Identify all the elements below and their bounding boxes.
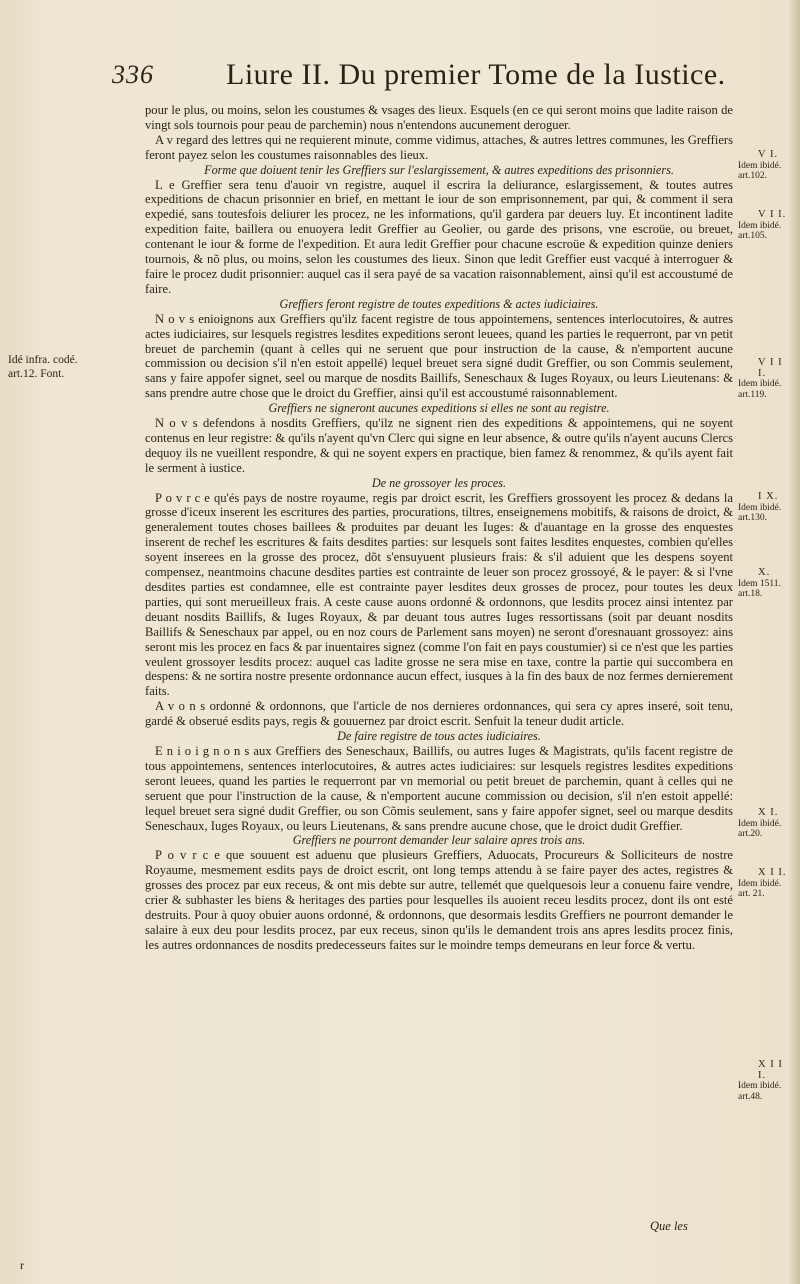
paragraph: E n i o i g n o n s aux Greffiers des Seneschaux, Baillifs, ou autres Iuges & Magistrats, qu'ils facent registre de tous appointemens, sentences interlocutoires, & autres actes iudiciaires: sur lesquels registres lesdites expeditions seront leuees, quand les parties le requerront par vn memorial ou petit breuet de parchemin, quant à celles qui ne seruent que pour l'instruction de la cause, & n'emportent aucune commission ou decision, s'il n'en estoit appellé: lequel breuet sera signé dudit Greffier, ou son Cõmis seulement, sans y faire appofer signet, seel ou marque desdits Seneschaux, Iuges Royaux, ou leurs Lieutenans, & sans prendre aucune chose, que le droict dudit Greffier. xyxy=(145,743,733,833)
section-heading: Forme que doiuent tenir les Greffiers sur l'eslargissement, & autres expeditions des prisonniers. xyxy=(204,162,674,177)
stray-mark: r xyxy=(20,1258,24,1272)
article-number: X. xyxy=(758,567,771,578)
margin-note-x xyxy=(738,568,788,600)
paragraph: P o v r c e qu'és pays de nostre royaume, regis par droict escrit, les Greffiers grossoyent les procez & dedans la grosse d'iceux inserent les escritures des parties, procurations, tiltres, enseignemens mobitifs, & raisons de droict, & generalement toutes choses baillees & produites par deuant les Iuges: & d'auantage en la grosse des enquestes inserent de rechef les escritures & faits desdites parties: sur lesquels sont faites lesdites enquestes, combien qu'elles soyent inserees en la grosse des procez, dõt s'ensuyuent plusieurs frais: & s'il aduient que les despens soyent compensez, neantmoins chacune desdites parties est contrainte de leuer son procez grossoyé, & le payer: & si l'vne desdites parties est condamnee, elle est contrainte payer lesdites deux grosses de procez, pour toutes les deux parties, qui sont merueilleux frais. A ceste cause auons ordonné & ordonnons, que lesdits procez ainsi intentez par deuant nosdits Baillifs, & Iuges Royaux, & par deuant tous autres Iuges ressortissans (soit par deuant nosdits Baillifs & Seneschaux par appel, ou en noz cours de Parlement sans moyen) ne seront d'oresnauant grossoyez: ains seront mis les procez en facs & par inuentaires signez (comme l'on fait en pays coustumier) si ce n'est que les parties veulent grossoyer lesdits procez: auquel cas ladite grosse ne sera mise en taxe, contre la partie qui succombera en despens: & ne sortira nostre presente ordonnance aucun effect, iusques à la fin des baux de noz fermes dernierement faits. xyxy=(145,490,733,699)
paragraph: pour le plus, ou moins, selon les coustumes & vsages des lieux. Esquels (en ce qui seront moins que ladite raison de vingt sols tournois pour peau de parchemin) nous n'entendons aucunement deroguer. xyxy=(145,103,733,132)
article-reference: Idem ibidé. art. 21. xyxy=(738,878,782,899)
article-reference: Idem 1511. art.18. xyxy=(738,578,781,599)
section-heading: Greffiers feront registre de toutes expeditions & actes iudiciaires. xyxy=(279,296,599,311)
section-heading: De faire registre de tous actes iudiciaires. xyxy=(337,729,541,744)
article-number: X I I I. xyxy=(758,1059,783,1081)
margin-note-viii xyxy=(738,358,788,400)
article-reference: Idem ibidé. art.48. xyxy=(738,1081,782,1102)
article-reference: Idem ibidé. art.130. xyxy=(738,502,782,523)
article-number: V I. xyxy=(758,149,779,160)
section-heading: De ne grossoyer les proces. xyxy=(371,475,507,490)
paragraph: A v regard des lettres qui ne requierent minute, comme vidimus, attaches, & autres lettres communes, les Greffiers feront payez selon les coustumes raisonnables des lieux. xyxy=(145,132,733,162)
section-heading: Greffiers ne pourront demander leur salaire apres trois ans. xyxy=(292,833,586,848)
paragraph: P o v r c e que souuent est aduenu que plusieurs Greffiers, Aduocats, Procureurs & Solliciteurs de nostre Royaume, mesmement esdits pays de droict escrit, ont long temps attendu à se faire payer des actes, registres & grosses des procez par eux receus, & ont mis debte sur autre, tellemét que quelquesois leur a conuenu faire vendre, crier & subhaster les biens & heritages des parties pour lesquelles ils auoient receu lesdits procez, dont ils ont esté destruits. Pour à quoy obuier auons ordonné, & ordonnons, que desormais lesdits Greffiers ne pourront demander le salaire à eux deu pour lesdits procez, par eux receus, sinon qu'ils le demandent trois ans apres lesdits procez finis, les autres ordonnances de nosdits predecesseurs faites sur le moindre temps demeurans en leur force & vertu. xyxy=(145,848,733,952)
article-number: I X. xyxy=(758,491,779,502)
left-margin-note xyxy=(8,353,138,381)
margin-note-vii xyxy=(738,210,788,242)
left-margin-line: art.12. Font. xyxy=(8,368,65,380)
article-number: V I I I. xyxy=(758,357,783,379)
article-reference: Idem ibidé. art.102. xyxy=(738,160,782,181)
main-text xyxy=(145,103,733,953)
margin-note-xi xyxy=(738,808,788,840)
catchword: Que les xyxy=(650,1219,688,1233)
page-gutter xyxy=(786,0,800,1284)
article-number: X I I. xyxy=(758,867,787,878)
margin-note-ix xyxy=(738,492,788,524)
margin-note-xii xyxy=(738,868,788,900)
page-number: 336 xyxy=(112,60,154,89)
article-number: V I I. xyxy=(758,209,787,220)
section-heading: Greffiers ne signeront aucunes expeditions si elles ne sont au registre. xyxy=(268,401,610,416)
article-reference: Idem ibidé. art.105. xyxy=(738,220,782,241)
article-number: X I. xyxy=(758,807,779,818)
margin-note-vi xyxy=(738,150,788,182)
article-reference: Idem ibidé. art.119. xyxy=(738,379,782,400)
left-margin-line: Idé infra. codé. xyxy=(8,354,78,366)
paragraph: N o v s defendons à nosdits Greffiers, qu'ilz ne signent rien des expeditions & appointemens, qui ne soyent contenus en leur registre: & qu'ils n'ayent qu'vn Clerc qui signe en leur absence, & outre qu'ils n'ayent aucuns Clercs dequoy ils ne vueillent respondre, & qui ne soyent expers en practique, bien famez & renommez, & qu'ils ayent fait le serment à iustice. xyxy=(145,416,733,475)
article-reference: Idem ibidé. art.20. xyxy=(738,818,782,839)
margin-note-xiii xyxy=(738,1060,788,1102)
paragraph: N o v s enioignons aux Greffiers qu'ilz facent registre de tous appointemens, sentences interlocutoires, & autres actes iudiciaires, sur lesquels registres lesdites expeditions seront leuees, quand les parties le requerront, par vn petit breuet de parchemin (quant à celles qui ne seruent que pour instruction de la cause, & n'emportent aucune commission ou decision s'il n'en estoit appellé) lequel breuet sera signé dudit Greffier, ou son Commis seulement, sans y faire appofer signet, seel ou marque de nosdits Baillifs, Seneschaux & Iuges Royaux, ou leurs Lieutenans: & sans prendre autre chose que le droict du Greffier, ainsi qu'il est accoustumé raisonnablement. xyxy=(145,311,733,401)
paragraph: L e Greffier sera tenu d'auoir vn registre, auquel il escrira la deliurance, eslargissement, & toutes autres expeditions de chacun prisonnier en brief, en mettant le iour de son emprisonnement, par qui, & comment il sera expedié, sans toutesfois deliurer les procez, ne les informations, qu'il gardera par deuers luy. Et incontinent ladite expedition faite, baillera ou enuoyera ledit Greffier au Geolier, ou garde des prisons, vne escroüe, ou breuet, contenant le iour & forme de l'expedition. Et aura ledit Greffier pour chacune escroüe & expedition quinze deniers tournois, & nõ plus, ou moins, selon les coustumes des lieux. Sinon que ledit Greffier eust vacqué à interroguer & faire le procez dudit prisonnier: auquel cas il sera payé de sa vacation raisonnablement, ainsi qu'il est accoustumé de faire. xyxy=(145,177,733,296)
page-header xyxy=(108,58,726,98)
running-title: Liure II. Du premier Tome de la Iustice. xyxy=(226,58,726,91)
paragraph: A v o n s ordonné & ordonnons, que l'article de nos dernieres ordonnances, qui sera cy apres inseré, soit tenu, gardé & obserué esdits pays, regis & gouuernez par droict escrit. Senfuit la teneur dudit article. xyxy=(145,699,733,729)
